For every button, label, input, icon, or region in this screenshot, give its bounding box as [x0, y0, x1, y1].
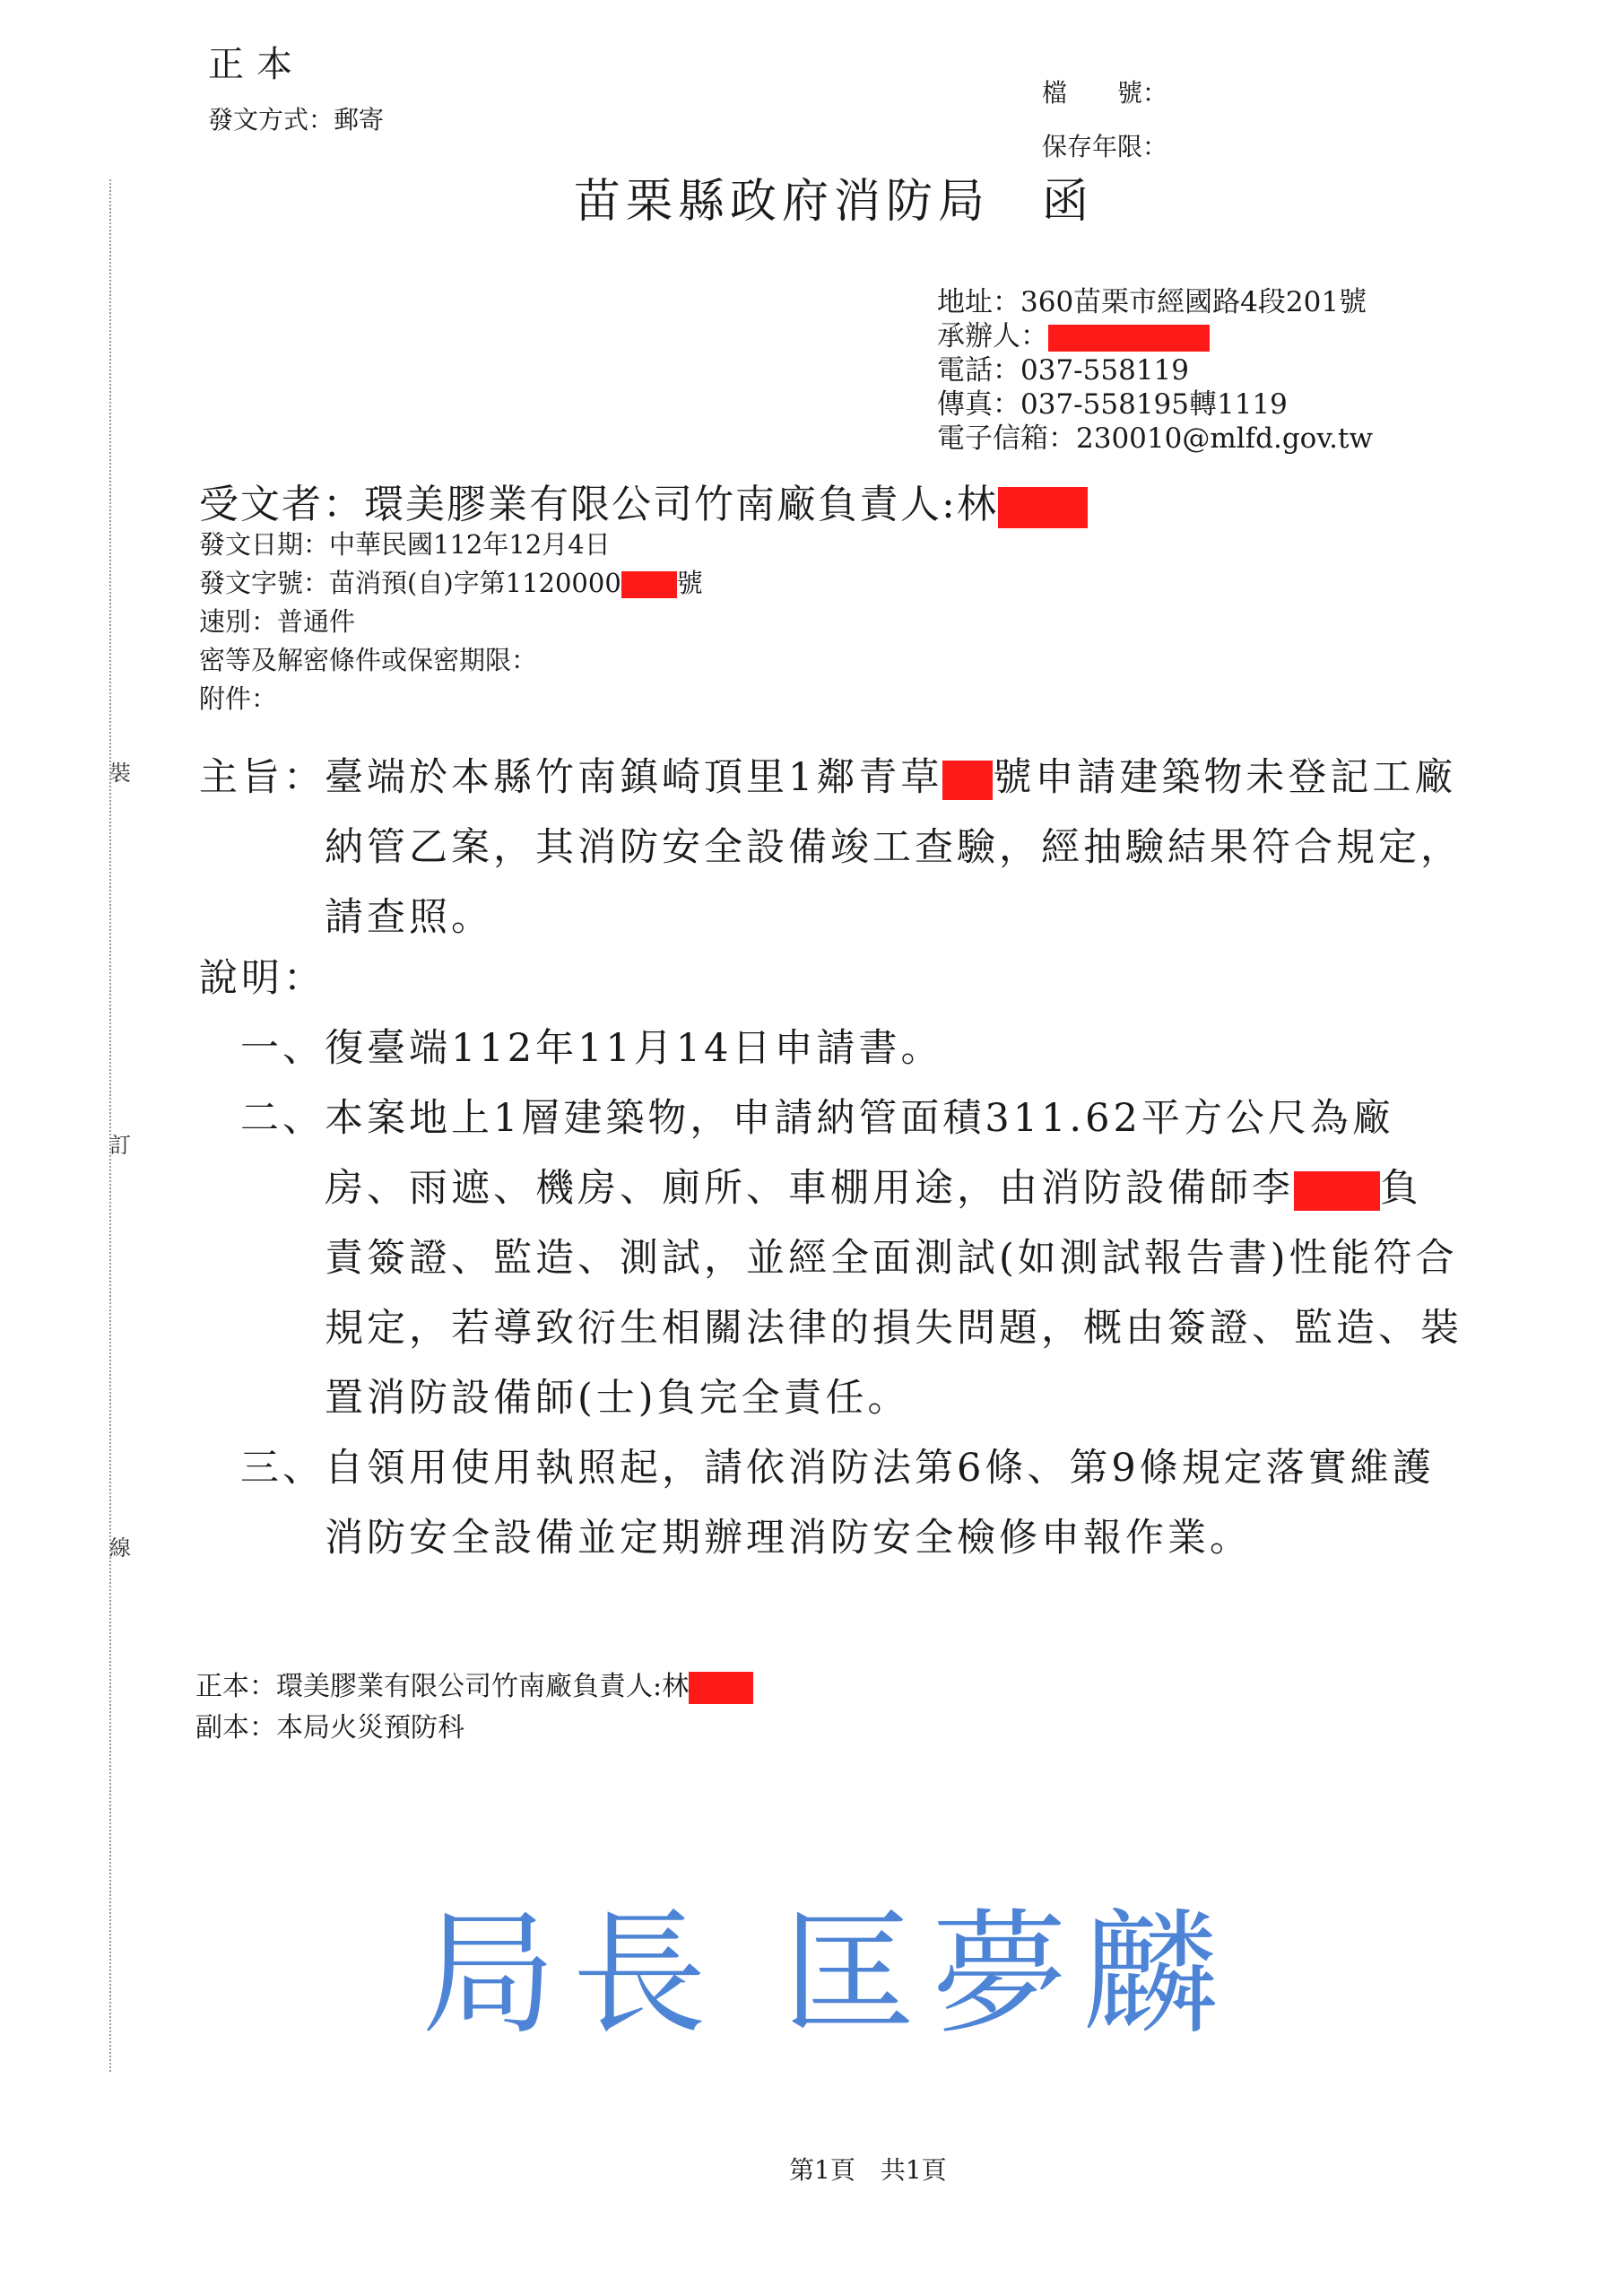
- send-method: 發文方式：郵寄: [208, 105, 385, 135]
- phone: 電話：037-558119: [937, 354, 1189, 387]
- speed-class: 速別：普通件: [199, 606, 356, 637]
- item-number: 一、: [240, 1026, 325, 1071]
- recipient: 受文者：環美膠業有限公司竹南廠負責人:林: [199, 472, 1088, 529]
- retention-period-label: 保存年限：: [1042, 132, 1168, 161]
- file-number-label: 檔 號：: [1042, 78, 1168, 108]
- copy-recipients: [195, 1666, 753, 1749]
- item-text: 本案地上1層建築物，申請納管面積311.62平方公尺為廠房、雨遮、機房、廁所、車棚用途，由消防設備師李 負責簽證、監造、測試，並經全面測試(如測試報告書)性能符合規定，若導致衍生相關法律的損失問題，概由簽證、監造、裝置消防設備師(士)負完全責任。: [325, 1096, 1462, 1421]
- fax: 傳真：037-558195轉1119: [937, 388, 1288, 421]
- item-text: 復臺端112年11月14日申請書。: [325, 1026, 943, 1071]
- document-title: 苗栗縣政府消防局 函: [574, 175, 1095, 229]
- redacted-recipient-name: [998, 487, 1088, 528]
- duplicate-recipient: 副本：本局火災預防科: [195, 1712, 464, 1744]
- redacted-doc-number: [621, 571, 677, 598]
- document-number: 發文字號：苗消預(自)字第1120000 號: [199, 568, 703, 598]
- binding-line: [109, 179, 111, 2072]
- address: 地址：360苗栗市經國路4段201號: [937, 286, 1367, 318]
- item-number: 二、: [240, 1096, 325, 1141]
- copy-type: 正本: [208, 44, 305, 85]
- secrecy-level: 密等及解密條件或保密期限：: [199, 645, 538, 675]
- attachment: 附件：: [199, 683, 278, 714]
- redacted-address-number: [942, 761, 993, 800]
- redacted-handler: [1048, 325, 1210, 352]
- binding-mark-top: 裝: [109, 761, 131, 786]
- email: 電子信箱：230010@mlfd.gov.tw: [937, 422, 1374, 455]
- redacted-cc-name: [689, 1672, 753, 1704]
- item-number: 三、: [240, 1446, 325, 1491]
- subject-label: 主旨：: [199, 755, 325, 800]
- subject-text: 臺端於本縣竹南鎮崎頂里1鄰青草 號申請建築物未登記工廠納管乙案，其消防安全設備竣工查驗，經抽驗結果符合規定，請查照。: [325, 755, 1462, 940]
- binding-mark-bottom: 線: [109, 1535, 131, 1561]
- binding-mark-middle: 訂: [109, 1133, 131, 1158]
- redacted-engineer-name: [1294, 1171, 1380, 1211]
- handler: 承辦人：: [937, 319, 1373, 353]
- issue-date: 發文日期：中華民國112年12月4日: [199, 529, 611, 560]
- director-signature: 局長 匡夢麟: [421, 1897, 1234, 2053]
- contact-block: [937, 285, 1373, 456]
- item-text: 自領用使用執照起，請依消防法第6條、第9條規定落實維護消防安全設備並定期辦理消防安全檢修申報作業。: [325, 1446, 1435, 1561]
- document-meta: [199, 526, 703, 718]
- original-recipient: 正本：環美膠業有限公司竹南廠負責人:林: [195, 1666, 753, 1708]
- explanation-label: 說明：: [199, 956, 325, 1001]
- page-number: 第1頁 共1頁: [789, 2155, 947, 2185]
